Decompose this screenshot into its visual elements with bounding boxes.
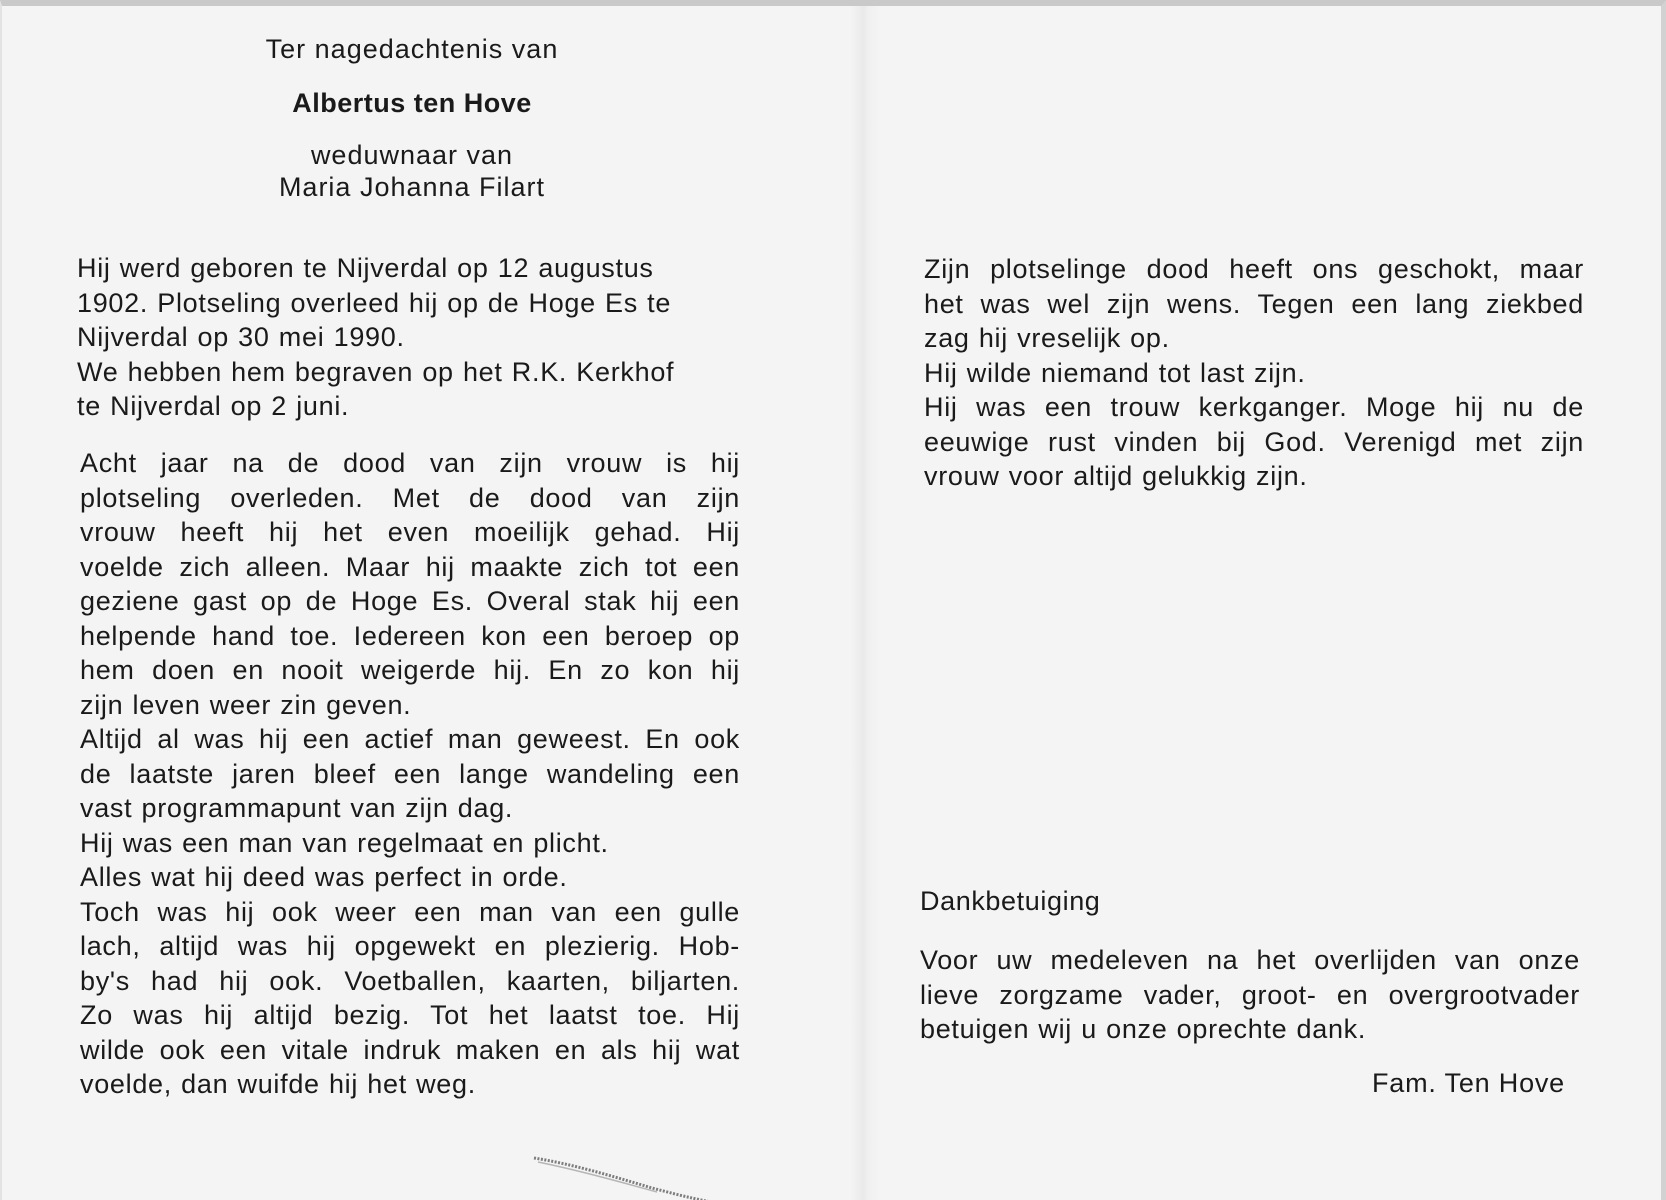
- text-line: geziene gast op de Hoge Es. Overal stak hij een: [80, 586, 740, 616]
- deceased-name: Albertus ten Hove: [292, 88, 532, 118]
- text-line: Zijn plotselinge dood heeft ons geschokt, maar: [924, 254, 1584, 284]
- text-line: helpende hand toe. Iedereen kon een beroep op: [80, 620, 740, 651]
- text-line: voelde zich alleen. Maar hij maakte zich tot een: [80, 551, 740, 582]
- reflection-paragraph: [924, 252, 1584, 494]
- text-line: te Nijverdal op 2 juni.: [77, 391, 350, 421]
- right-panel: [880, 6, 1666, 1200]
- text-line: eeuwige rust vinden bij God. Verenigd met zijn: [924, 426, 1584, 457]
- text-line: Acht jaar na de dood van zijn vrouw is hij: [80, 448, 740, 478]
- text-line: zijn leven weer zin geven.: [80, 689, 412, 720]
- text-line: Zo was hij altijd bezig. Tot het laatst toe. Hij: [80, 1000, 740, 1030]
- text-line: Hij wilde niemand tot last zijn.: [924, 357, 1306, 388]
- family-signature: Fam. Ten Hove: [1372, 1068, 1565, 1098]
- text-line: vast programmapunt van zijn dag.: [80, 793, 514, 823]
- text-line: vrouw heeft hij het even moeilijk gehad. Hij: [80, 517, 740, 547]
- thanks-paragraph: [920, 943, 1580, 1047]
- text-line: plotseling overleden. Met de dood van zijn: [80, 482, 740, 513]
- spouse-name: Maria Johanna Filart: [278, 172, 546, 202]
- text-line: Nijverdal op 30 mei 1990.: [77, 322, 405, 352]
- text-line: vrouw voor altijd gelukkig zijn.: [924, 461, 1308, 491]
- text-line: zag hij vreselijk op.: [924, 323, 1170, 353]
- intro-line: Ter nagedachtenis van: [265, 34, 559, 64]
- birth-death-paragraph: [77, 251, 739, 424]
- text-line: lach, altijd was hij opgewekt en plezierig. Hob-: [80, 931, 740, 961]
- text-line: Hij werd geboren te Nijverdal op 12 augustus: [77, 253, 654, 283]
- thanks-heading: Dankbetuiging: [920, 886, 1101, 916]
- biography-paragraph: [80, 446, 740, 1102]
- text-line: voelde, dan wuifde hij het weg.: [80, 1069, 476, 1099]
- relation-line: weduwnaar van: [310, 140, 514, 170]
- text-line: Altijd al was hij een actief man geweest. En ook: [80, 724, 740, 754]
- text-line: Hij was een trouw kerkganger. Moge hij nu de: [924, 392, 1584, 422]
- text-line: by's had hij ook. Voetballen, kaarten, biljarten.: [80, 965, 740, 996]
- text-line: betuigen wij u onze oprechte dank.: [920, 1014, 1367, 1044]
- text-line: Alles wat hij deed was perfect in orde.: [80, 862, 568, 892]
- text-line: We hebben hem begraven op het R.K. Kerkhof: [77, 356, 675, 387]
- text-line: lieve zorgzame vader, groot- en overgrootvader: [920, 979, 1580, 1010]
- left-panel: [2, 6, 852, 1200]
- text-line: hem doen en nooit weigerde hij. En zo kon hij: [80, 655, 740, 685]
- text-line: 1902. Plotseling overleed hij op de Hoge Es te: [77, 287, 672, 318]
- text-line: het was wel zijn wens. Tegen een lang ziekbed: [924, 288, 1584, 319]
- text-line: Voor uw medeleven na het overlijden van onze: [920, 945, 1580, 975]
- text-line: de laatste jaren bleef een lange wandeling een: [80, 758, 740, 789]
- pen-stroke-mark: [532, 1154, 732, 1200]
- text-line: wilde ook een vitale indruk maken en als hij wat: [80, 1034, 740, 1065]
- text-line: Toch was hij ook weer een man van een gulle: [80, 896, 740, 927]
- text-line: Hij was een man van regelmaat en plicht.: [80, 827, 609, 858]
- card-fold-crease: [850, 6, 880, 1200]
